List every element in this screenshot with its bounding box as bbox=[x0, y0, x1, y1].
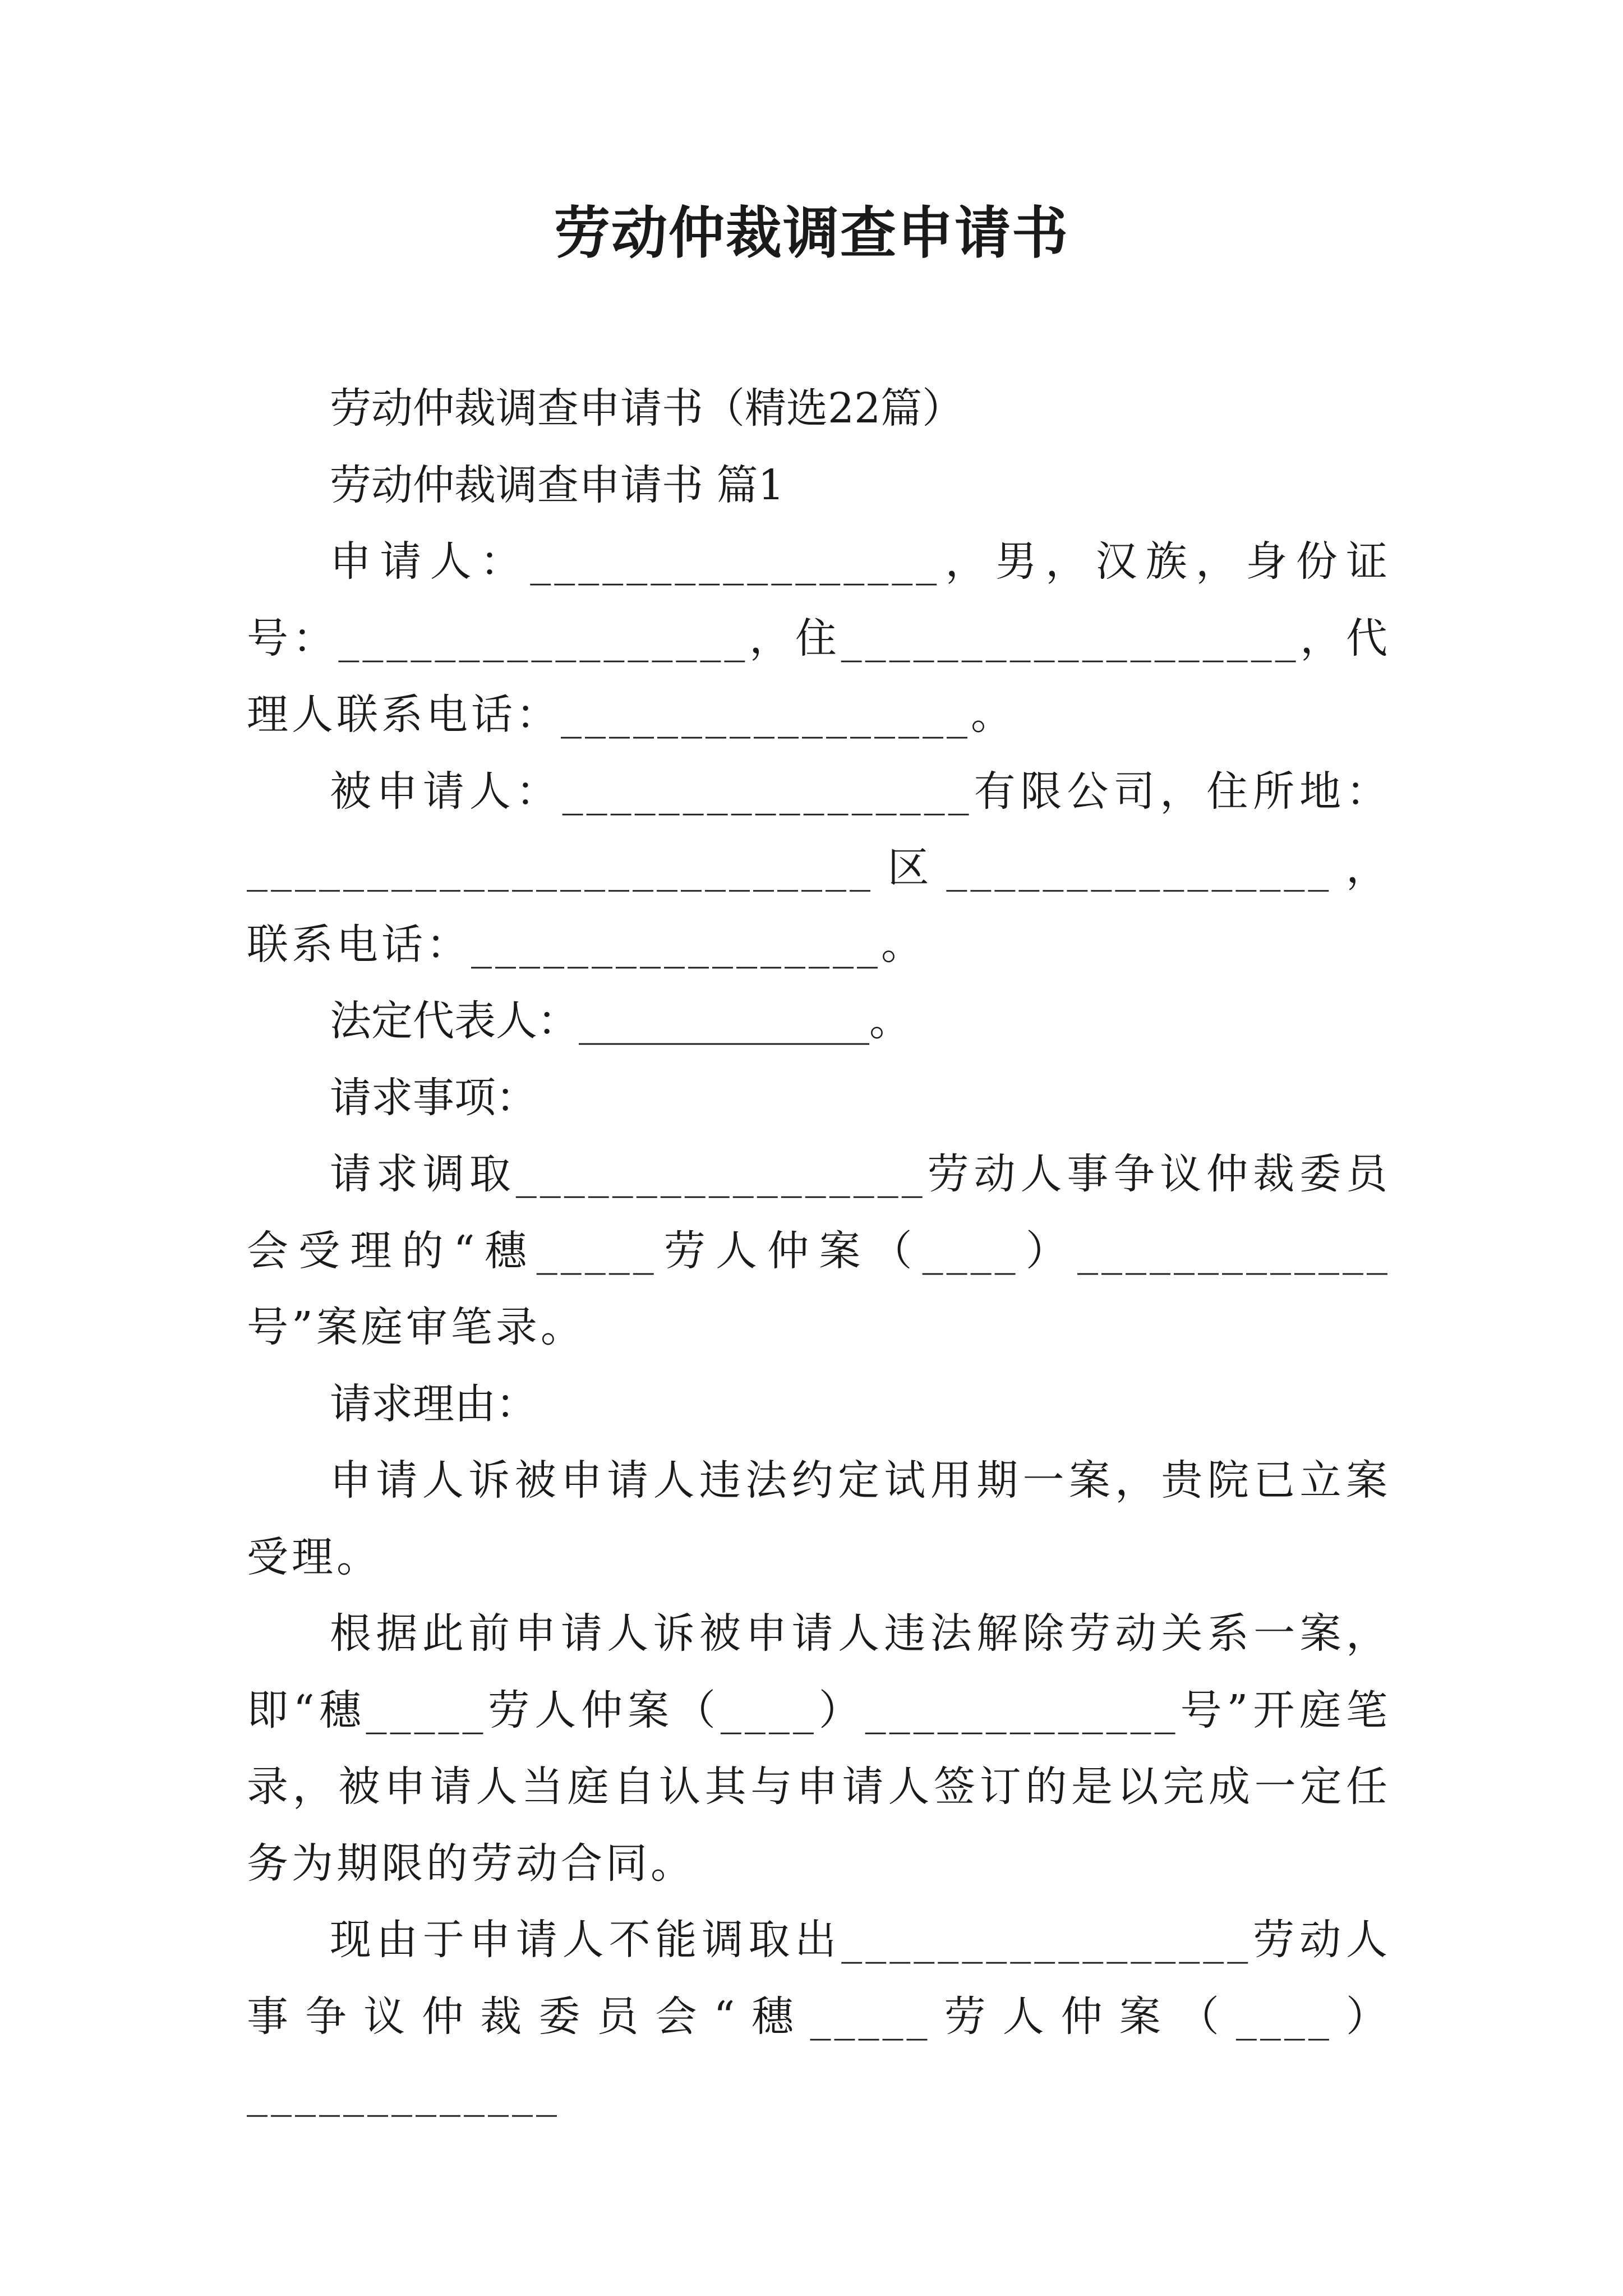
reason-paragraph-3: 现由于申请人不能调取出_________________劳动人事争议仲裁委员会“穗_____劳人仲案（____）_____________ bbox=[247, 1916, 1391, 2117]
request-items-heading: 请求事项： bbox=[330, 1073, 537, 1122]
applicant-paragraph: 申请人：_________________，男，汉族，身份证号：_________________，住___________________，代理人联系电话：_________________。 bbox=[247, 537, 1391, 739]
legal-representative-paragraph: 法定代表人：______________。 bbox=[330, 997, 911, 1045]
section-heading: 劳动仲裁调查申请书 篇1 bbox=[330, 461, 785, 509]
request-items-paragraph: 请求调取_________________劳动人事争议仲裁委员会受理的“穗_____劳人仲案（____）_____________号”案庭审笔录。 bbox=[247, 1150, 1391, 1351]
document-body bbox=[247, 370, 1391, 2132]
respondent-paragraph: 被申请人：_________________有限公司，住所地：__________________________区________________，联系电话：_________________。 bbox=[247, 767, 1391, 969]
reason-paragraph-1: 申请人诉被申请人违法约定试用期一案，贵院已立案受理。 bbox=[247, 1456, 1391, 1581]
request-reasons-heading: 请求理由： bbox=[330, 1379, 537, 1428]
reason-paragraph-2: 根据此前申请人诉被申请人违法解除劳动关系一案，即“穗_____劳人仲案（____）_____________号”开庭笔录，被申请人当庭自认其与申请人签订的是以完成一定任务为期限的劳动合同。 bbox=[247, 1609, 1391, 1888]
document-title: 劳动仲裁调查申请书 bbox=[554, 200, 1069, 266]
subtitle-paragraph: 劳动仲裁调查申请书（精选22篇） bbox=[330, 384, 964, 432]
